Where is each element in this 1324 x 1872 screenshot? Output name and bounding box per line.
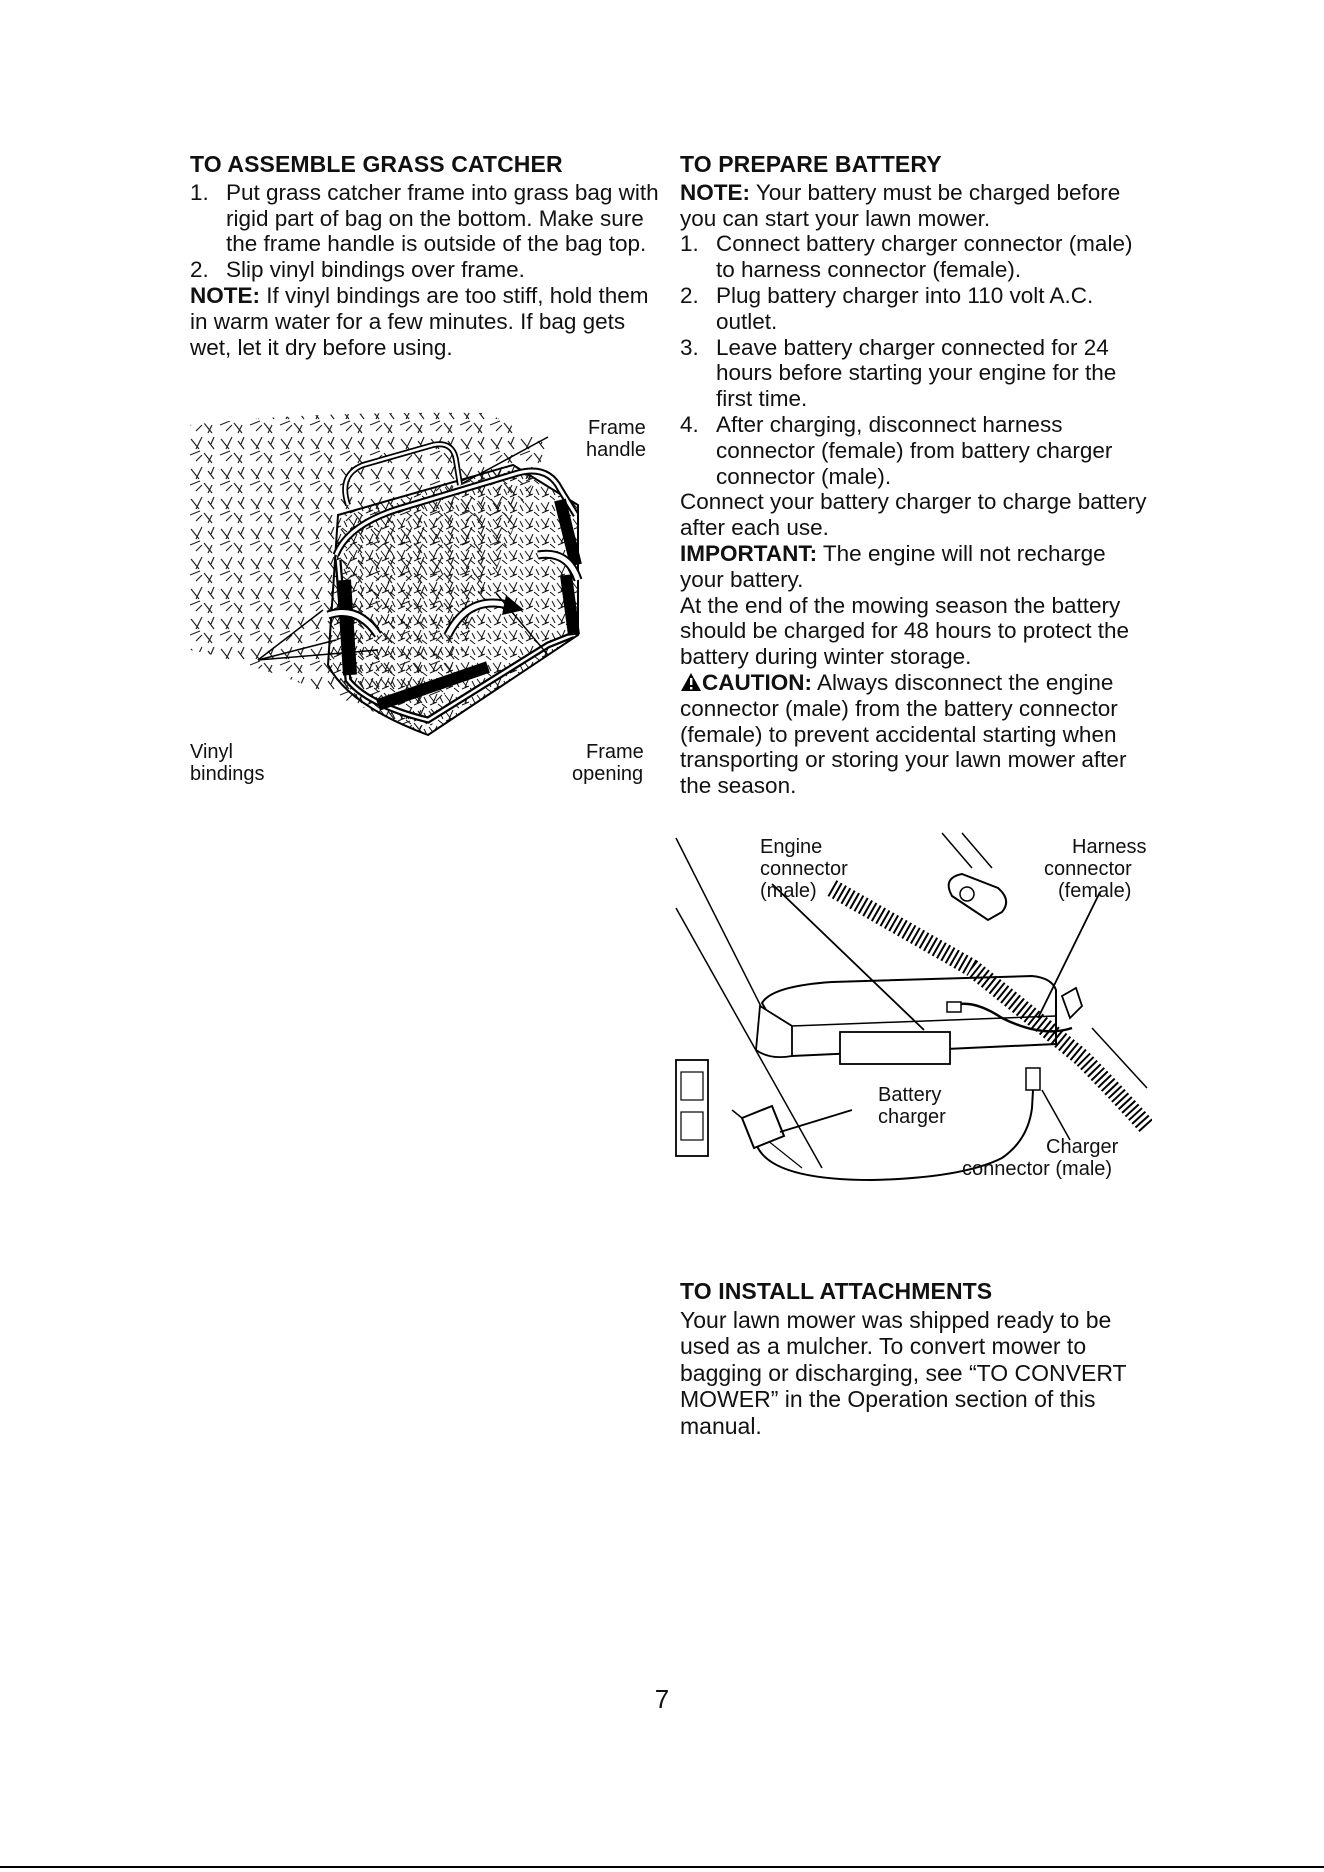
important-note: IMPORTANT: The engine will not recharge your battery.	[680, 540, 1106, 592]
assemble-step-1: 1. Put grass catcher frame into grass bag with rigid part of bag on the bottom. Make sure the frame handle is outside of the bag top.	[190, 179, 659, 257]
battery-charger-label-line2: charger	[878, 1106, 946, 1128]
prepare-battery-heading: TO PREPARE BATTERY	[680, 151, 942, 177]
grass-catcher-drawing	[188, 405, 660, 795]
assemble-grass-catcher-heading: TO ASSEMBLE GRASS CATCHER	[190, 151, 563, 177]
charger-connector-label-line1: Charger	[1046, 1136, 1119, 1158]
grass-catcher-illustration	[188, 405, 660, 795]
battery-step-1: 1. Connect battery charger connector (male) to harness connector (female).	[680, 231, 1133, 283]
frame-opening-label-line1: Frame	[586, 741, 644, 763]
charger-connector-label-line2: connector (male)	[962, 1158, 1113, 1180]
bottom-rule	[0, 1866, 1324, 1868]
vinyl-bindings-label-line2: bindings	[190, 763, 265, 785]
install-attachments-text: Your lawn mower was shipped ready to be used as a mulcher. To convert mower to bagging or discharging, see “TO CONVERT MOWER” in the Operation section of this manual.	[680, 1306, 1127, 1439]
page-number: 7	[654, 1684, 670, 1714]
right-column	[680, 152, 1150, 799]
connect-after-use-text: Connect your battery charger to charge battery after each use.	[680, 489, 1147, 541]
battery-charger-illustration	[672, 828, 1152, 1188]
install-attachments-heading: TO INSTALL ATTACHMENTS	[680, 1278, 993, 1304]
left-column	[190, 152, 660, 360]
caution-warning-icon	[680, 672, 702, 692]
end-of-season-text: At the end of the mowing season the battery should be charged for 48 hours to protect the battery during winter storage.	[680, 592, 1130, 670]
battery-step-3: 3. Leave battery charger connected for 24 hours before starting your engine for the first time.	[680, 334, 1117, 412]
harness-connector-label-line1: Harness	[1072, 836, 1147, 858]
engine-connector-label-line1: Engine	[760, 836, 823, 858]
frame-handle-label-line2: handle	[586, 439, 647, 461]
engine-connector-label-line2: connector	[760, 858, 848, 880]
install-attachments-section	[680, 1278, 1150, 1439]
vinyl-bindings-label-line1: Vinyl	[190, 741, 233, 763]
battery-note: NOTE: Your battery must be charged before you can start your lawn mower.	[680, 179, 1121, 231]
battery-step-4: 4. After charging, disconnect harness connector (female) from battery charger connector (male).	[680, 411, 1113, 489]
caution-note: CAUTION: Always disconnect the engine connector (male) from the battery connector (female) to prevent accidental starting when transporting or storing your lawn mower after the season.	[680, 669, 1127, 799]
harness-connector-label-line2: connector	[1044, 858, 1132, 880]
battery-charger-label-line1: Battery	[878, 1084, 942, 1106]
harness-connector-label-line3: (female)	[1058, 880, 1132, 902]
battery-step-2: 2. Plug battery charger into 110 volt A.C. outlet.	[680, 282, 1094, 334]
frame-handle-label-line1: Frame	[588, 417, 646, 439]
assemble-note: NOTE: If vinyl bindings are too stiff, hold them in warm water for a few minutes. If bag gets wet, let it dry before using.	[190, 282, 649, 360]
engine-connector-label-line3: (male)	[760, 880, 817, 902]
frame-opening-label-line2: opening	[572, 763, 644, 785]
assemble-step-2: 2. Slip vinyl bindings over frame.	[190, 257, 525, 283]
